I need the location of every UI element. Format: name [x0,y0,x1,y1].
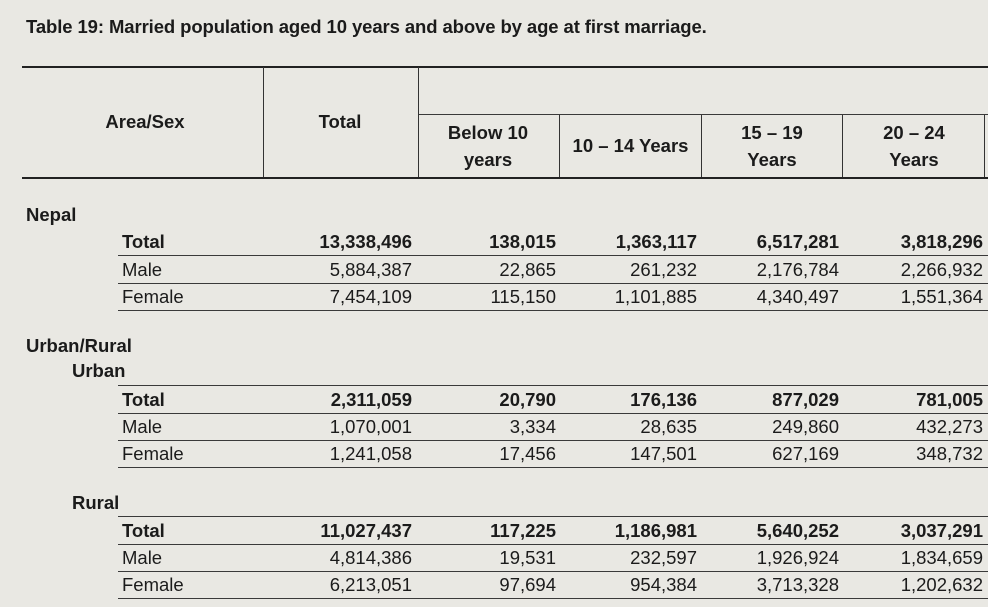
header-divider [263,67,264,177]
table-row [0,283,988,310]
table-row [0,544,988,571]
table-row [0,386,988,413]
cell-15-19: 1,926,924 [756,547,839,568]
cell-total: 5,884,387 [329,259,412,280]
header-bottom-rule [22,177,988,179]
cell-below-10: 19,531 [499,547,556,568]
cell-15-19: 877,029 [772,389,839,410]
cell-total: 4,814,386 [329,547,412,568]
table-row [0,413,988,440]
cell-15-19: 2,176,784 [756,259,839,280]
cell-20-24: 2,266,932 [900,259,983,280]
subsection-label-rural: Rural [72,492,120,513]
cell-15-19: 249,860 [772,416,839,437]
row-label: Total [122,389,165,410]
cell-below-10: 138,015 [489,231,556,252]
row-label: Female [122,443,184,464]
cell-total: 1,241,058 [329,443,412,464]
column-header-age-group: 15 – 19 Years [741,122,803,170]
column-header-age-group: Below 10 years [447,122,529,170]
row-rule [118,467,988,468]
cell-below-10: 20,790 [499,389,556,410]
cell-total: 6,213,051 [329,574,412,595]
column-header-area-sex: Area/Sex [105,111,185,132]
cell-below-10: 3,334 [509,416,556,437]
cell-10-14: 1,101,885 [614,286,697,307]
header-top-rule [22,66,988,68]
cell-total: 13,338,496 [319,231,412,252]
column-header-age-group: 10 – 14 Years [572,135,689,156]
cell-10-14: 1,186,981 [614,520,697,541]
cell-total: 11,027,437 [320,520,412,541]
section-label-nepal: Nepal [26,204,77,225]
table-row [0,228,988,255]
cell-20-24: 1,202,632 [900,574,983,595]
row-label: Male [122,416,163,437]
cell-15-19: 3,713,328 [756,574,839,595]
cell-10-14: 28,635 [640,416,697,437]
cell-total: 2,311,059 [330,389,412,410]
table-row [0,517,988,544]
row-rule [118,310,988,311]
cell-below-10: 115,150 [490,286,556,307]
cell-below-10: 17,456 [499,443,556,464]
row-label: Total [122,520,165,541]
header-sub-rule [418,114,988,115]
cell-below-10: 117,225 [490,520,556,541]
row-label: Male [122,547,163,568]
row-label: Total [122,231,165,252]
row-rule [118,598,988,599]
header-divider [418,67,419,177]
cell-10-14: 954,384 [630,574,697,595]
column-header-total: Total [318,111,362,132]
cell-15-19: 627,169 [772,443,839,464]
cell-20-24: 3,818,296 [900,231,983,252]
table-row [0,256,988,283]
cell-15-19: 4,340,497 [756,286,839,307]
column-header-age-group: 20 – 24 Years [883,122,945,170]
cell-total: 7,454,109 [329,286,412,307]
cell-20-24: 781,005 [916,389,983,410]
row-label: Male [122,259,163,280]
header-divider [701,115,702,177]
cell-20-24: 3,037,291 [900,520,983,541]
subsection-label-urban: Urban [72,360,126,381]
cell-20-24: 1,834,659 [900,547,983,568]
cell-below-10: 22,865 [499,259,556,280]
cell-10-14: 1,363,117 [615,231,697,252]
cell-10-14: 232,597 [630,547,697,568]
cell-total: 1,070,001 [329,416,412,437]
cell-20-24: 348,732 [916,443,983,464]
row-label: Female [122,574,184,595]
table-title: Table 19: Married population aged 10 years and above by age at first marriage. [26,16,707,37]
cell-20-24: 1,551,364 [900,286,983,307]
section-label-urban-rural: Urban/Rural [26,335,132,356]
table-row [0,440,988,467]
table-row [0,571,988,598]
header-divider [842,115,843,177]
cell-20-24: 432,273 [916,416,983,437]
cell-below-10: 97,694 [499,574,556,595]
header-divider [984,115,985,177]
cell-15-19: 6,517,281 [756,231,839,252]
cell-10-14: 147,501 [630,443,697,464]
cell-15-19: 5,640,252 [756,520,839,541]
row-label: Female [122,286,184,307]
cell-10-14: 176,136 [630,389,697,410]
cell-10-14: 261,232 [630,259,697,280]
